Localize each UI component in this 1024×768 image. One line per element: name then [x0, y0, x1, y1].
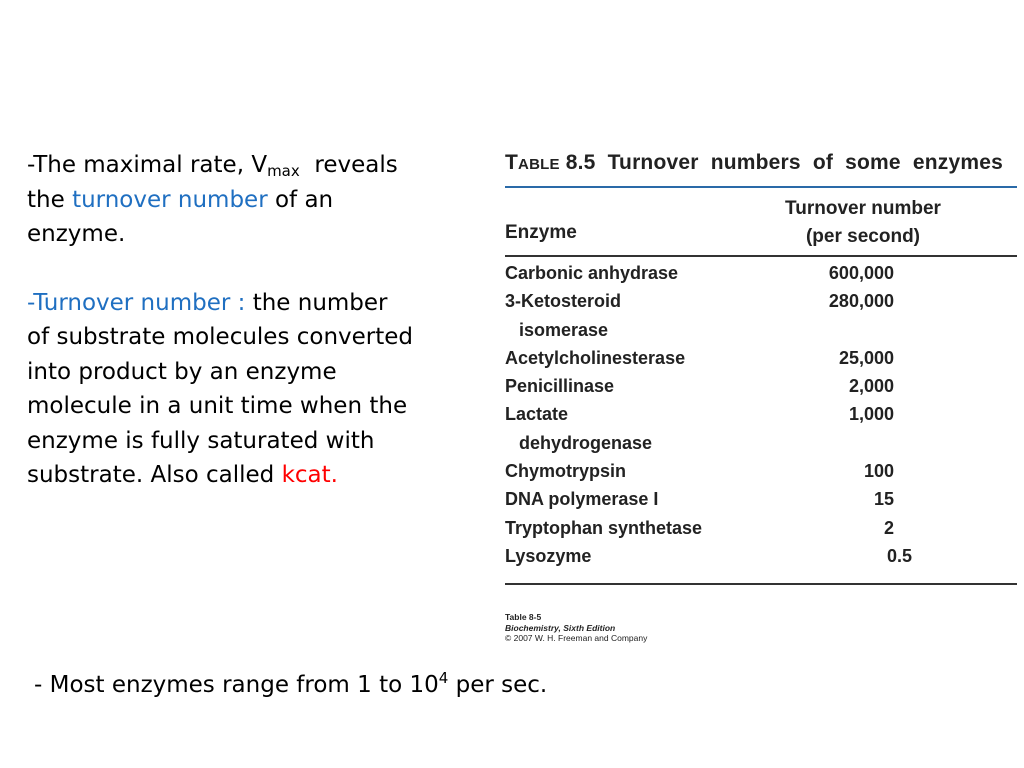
table-header-row — [505, 188, 1017, 255]
definition-line-6-start: substrate. Also called — [27, 462, 282, 488]
turnover-table — [505, 148, 1017, 585]
header-turnover — [753, 195, 973, 251]
header-turnover-line-2: (per second) — [805, 226, 921, 247]
footnote-exponent: 4 — [438, 669, 449, 687]
enzyme-name: Acetylcholinesterase — [505, 347, 686, 368]
enzyme-name: DNA polymerase I — [505, 489, 659, 510]
source-copyright: © 2007 W. H. Freeman and Company — [505, 633, 648, 643]
turnover-value: 2,000 — [848, 376, 894, 397]
table-row — [505, 515, 1017, 543]
table-row — [505, 486, 1017, 514]
turnover-value: 1,000 — [848, 404, 894, 425]
enzyme-name: 3-Ketosteroid — [505, 291, 622, 312]
enzyme-name: dehydrogenase — [519, 432, 653, 453]
turnover-value: 25,000 — [838, 347, 894, 368]
definition-line-2: of substrate molecules converted — [27, 324, 414, 350]
table-row — [505, 260, 1017, 288]
table-row-continuation — [505, 317, 1017, 345]
vmax-paragraph — [27, 148, 477, 252]
table-row — [505, 401, 1017, 429]
vmax-text-start: -The maximal rate, V — [27, 152, 268, 178]
definition-line-1 — [27, 286, 477, 321]
table-header-rule — [505, 255, 1017, 257]
vmax-line-2-end: of an — [267, 186, 334, 213]
range-footnote — [34, 669, 548, 698]
turnover-value: 15 — [873, 489, 894, 510]
table-bottom-rule — [505, 583, 1017, 585]
enzyme-name: isomerase — [519, 319, 609, 340]
definition-line-5: enzyme is fully saturated with — [27, 427, 375, 454]
header-turnover-line-1: Turnover number — [785, 198, 941, 219]
enzyme-name: Lactate — [505, 404, 569, 425]
turnover-value: 0.5 — [886, 545, 912, 566]
turnover-number-term: turnover number — [72, 186, 268, 213]
enzyme-name: Chymotrypsin — [505, 461, 627, 482]
enzyme-name: Carbonic anhydrase — [505, 263, 679, 283]
turnover-value: 2 — [883, 517, 894, 538]
table-title — [505, 148, 1017, 186]
turnover-definition-paragraph — [27, 286, 477, 493]
table-source-credit — [505, 612, 647, 644]
kcat-term: kcat. — [281, 462, 338, 488]
enzyme-name: Penicillinase — [505, 376, 615, 397]
vmax-line-2 — [27, 183, 477, 218]
table-row-continuation — [505, 430, 1017, 458]
table-row — [505, 345, 1017, 373]
definition-text-block — [27, 148, 477, 493]
table-row — [505, 543, 1017, 571]
definition-line-1-end: the number — [252, 289, 388, 316]
table-row — [505, 373, 1017, 401]
table-row — [505, 288, 1017, 316]
table-title-text: 8.5 Turnover numbers of some enzymes — [559, 151, 1003, 174]
turnover-value: 280,000 — [828, 291, 894, 312]
source-book-title: Biochemistry, Sixth Edition — [505, 622, 616, 633]
vmax-line-3: enzyme. — [27, 221, 126, 247]
vmax-text-end: reveals — [299, 152, 398, 178]
table-title-label-small: ABLE — [518, 156, 560, 173]
turnover-number-heading: -Turnover number : — [27, 289, 253, 316]
source-table-label: Table 8-5 — [505, 612, 542, 622]
vmax-subscript: max — [267, 162, 300, 180]
definition-line-4: molecule in a unit time when the — [27, 393, 408, 419]
turnover-value: 600,000 — [828, 263, 894, 283]
enzyme-name: Tryptophan synthetase — [505, 517, 703, 538]
vmax-line-2-start: the — [27, 186, 73, 213]
definition-line-3: into product by an enzyme — [27, 358, 337, 385]
footnote-text-end: per sec. — [448, 672, 548, 698]
footnote-text-start: - Most enzymes range from 1 to 10 — [34, 672, 439, 698]
turnover-value: 100 — [863, 461, 894, 482]
table-title-label-big: T — [505, 151, 519, 174]
vmax-line-1 — [27, 148, 477, 183]
definition-line-6 — [27, 458, 477, 493]
enzyme-name: Lysozyme — [505, 545, 592, 566]
table-row — [505, 458, 1017, 486]
header-enzyme: Enzyme — [505, 222, 577, 243]
table-body — [505, 260, 1017, 571]
